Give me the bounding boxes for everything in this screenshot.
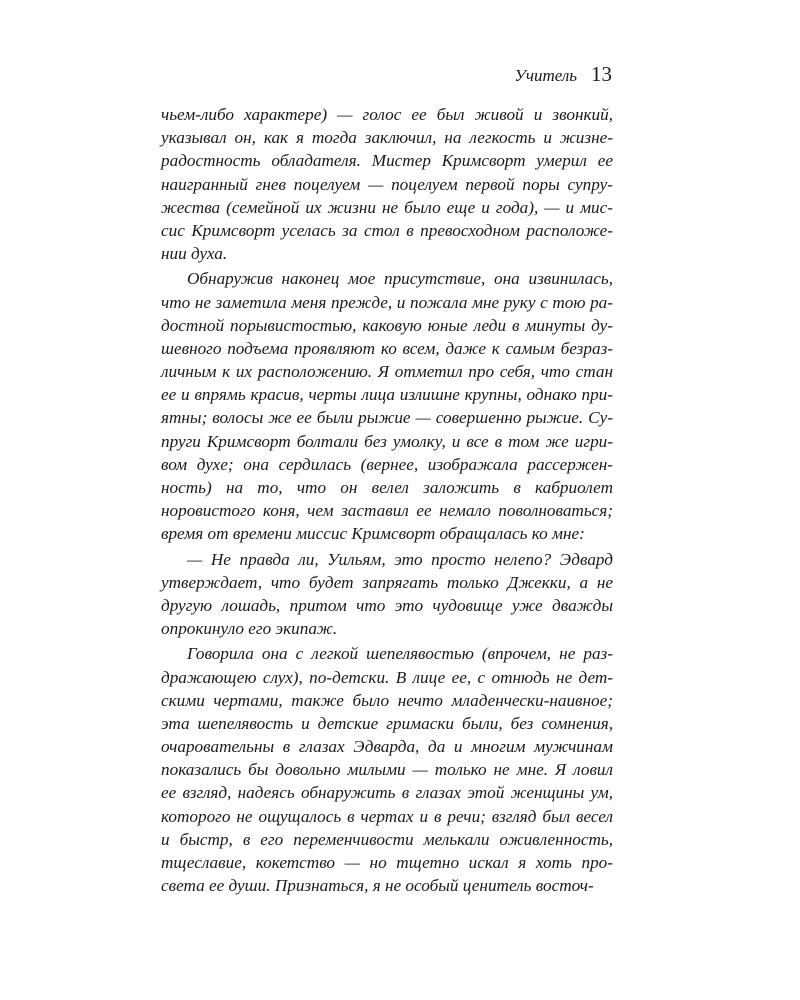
text-line: утверждает, что будет запрягать только Джекки, а не bbox=[161, 572, 613, 592]
paragraph bbox=[161, 548, 613, 641]
text-line: чьем-либо характере) — голос ее был живой и звонкий, bbox=[161, 105, 613, 124]
text-line: что не заметила меня прежде, и пожала мне руку с тою ра- bbox=[161, 292, 613, 312]
paragraph bbox=[161, 267, 613, 545]
text-line: достной порывистостью, каковую юные леди в минуты ду- bbox=[161, 315, 613, 335]
paragraph bbox=[161, 103, 613, 265]
text-line: сис Кримсворт уселась за стол в превосходном расположе- bbox=[161, 220, 613, 240]
text-line: ее и впрямь красив, черты лица излишне крупны, однако при- bbox=[161, 385, 613, 405]
text-line: Обнаружив наконец мое присутствие, она извинилась, bbox=[187, 269, 613, 289]
text-line: норовистого коня, чем заставил ее немало поволноваться; bbox=[161, 501, 613, 521]
text-line: другую лошадь, притом что это чудовище уже дважды bbox=[161, 595, 613, 615]
text-line: тщеславие, кокетство — но тщетно искал я хоть про- bbox=[161, 853, 613, 872]
text-line: света ее души. Признаться, я не особый ценитель восточ- bbox=[161, 876, 594, 896]
text-line: показались бы довольно милыми — только не мне. Я ловил bbox=[161, 760, 613, 780]
page-number: 13 bbox=[591, 62, 612, 86]
text-line: опрокинуло его экипаж. bbox=[161, 619, 338, 639]
running-title: Учитель bbox=[514, 66, 577, 85]
text-line: ятны; волосы же ее были рыжие — совершенно рыжие. Су- bbox=[161, 408, 613, 428]
text-line: вом духе; она сердилась (вернее, изображала рассержен- bbox=[161, 454, 613, 474]
text-line: очаровательны в глазах Эдварда, да и многим мужчинам bbox=[161, 737, 613, 757]
text-line: наигранный гнев поцелуем — поцелуем первой поры супру- bbox=[161, 174, 613, 194]
text-line: личным к их расположению. Я отметил про себя, что стан bbox=[161, 362, 613, 382]
text-line: указывал он, как я тогда заключил, на легкость и жизне- bbox=[161, 128, 613, 148]
text-line: Говорила она с легкой шепелявостью (впрочем, не раз- bbox=[187, 644, 613, 664]
text-line: и быстр, в его переменчивости мелькали оживленность, bbox=[161, 829, 613, 849]
text-line: которого не ощущалось в чертах и в речи; взгляд был весел bbox=[161, 806, 613, 826]
body-text bbox=[161, 103, 613, 899]
text-line: радостность обладателя. Мистер Кримсворт умерил ее bbox=[161, 151, 613, 171]
page-header bbox=[514, 62, 612, 87]
text-line: — Не правда ли, Уильям, это просто нелепо? Эдвард bbox=[187, 549, 613, 569]
text-line: ее взгляд, надеясь обнаружить в глазах этой женщины ум, bbox=[161, 783, 613, 803]
text-line: пруги Кримсворт болтали без умолку, и все в том же игри- bbox=[161, 431, 613, 451]
text-line: эта шепелявость и детские гримаски были, без сомнения, bbox=[161, 713, 613, 733]
text-line: скими чертами, также было нечто младенчески-наивное; bbox=[161, 690, 613, 710]
paragraph bbox=[161, 642, 613, 897]
text-line: дражающею слух), по-детски. В лице ее, с отнюдь не дет- bbox=[161, 667, 613, 687]
text-line: шевного подъема проявляют ко всем, даже к самым безраз- bbox=[161, 338, 613, 358]
text-line: время от времени миссис Кримсворт обращалась ко мне: bbox=[161, 524, 585, 544]
text-line: нии духа. bbox=[161, 244, 228, 264]
text-line: ность) на то, что он велел заложить в кабриолет bbox=[161, 478, 613, 497]
text-line: жества (семейной их жизни не было еще и года), — и мис- bbox=[161, 197, 613, 217]
